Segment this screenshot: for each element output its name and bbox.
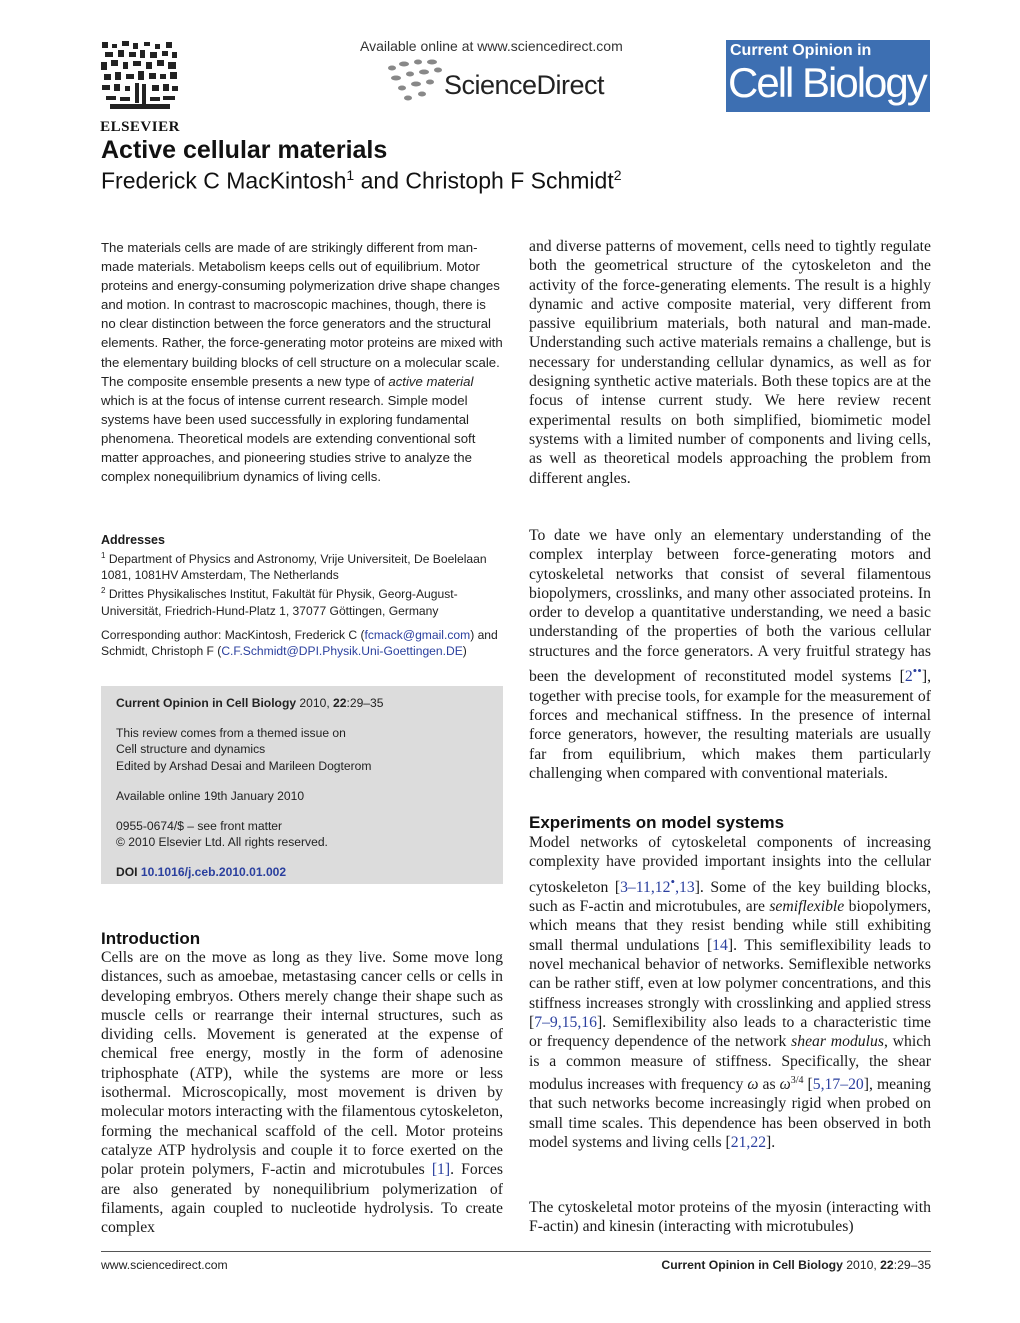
omega-symbol-2: ω [779,1076,791,1094]
p3-text-i: ]. [766,1133,776,1151]
info-citation [116,695,488,711]
info-pages: :29–35 [346,696,384,710]
footer-url[interactable]: www.sciencedirect.com [101,1258,228,1272]
journal-logo-box [726,40,930,112]
sciencedirect-wordmark: ScienceDirect [444,70,605,100]
p3-text-f: , which is a common measure of stiffness. Specifically, the shear modulus increases with frequency [529,1033,931,1094]
ref-link-5-20[interactable]: 5,17–20 [812,1076,864,1094]
addresses [101,548,506,619]
author-2-affiliation: 2 [613,167,622,183]
journal-logo-top: Current Opinion in [730,42,872,59]
info-available: Available online 19th January 2010 [116,788,305,803]
p3-italic-shear-modulus: shear modulus [791,1033,884,1051]
p2-text-a: To date we have only an elementary understanding of the complex interplay between force-generating motors and cytoskeletal networks that consist of several filamentous biopolymers, crosslinks, and many other associated proteins. In order to develop a quantitative understanding, we need a basic understanding of the properties of both the various cellular structures and the force generators. A very fruitful strategy has been the development of reconstituted model systems [ [529,527,931,686]
abstract-part-1: The materials cells are made of are strikingly different from man-made materials. Metabolism keeps cells out of equilibrium. Motor proteins and energy-consuming polymerization drive shape changes and motion. In contrast to macroscopic machines, though, there is no clear distinction between the force generators and the structural elements. Rather, the force-generating motor proteins are mixed with the elementary building blocks of cell structure on a molecular scale. The composite ensemble presents a new type of [101,240,503,389]
sciencedirect-logo[interactable] [386,58,626,104]
p3-text-c: biopolymers, which means that they resist bending while still exhibiting small thermal undulations [ [529,898,931,954]
introduction-text [101,948,503,1237]
footer-rule [101,1251,931,1252]
omega-exponent: 3/4 [790,1074,804,1086]
intro-text-1: Cells are on the move as long as they live. Some move long distances, such as amoebae, metastasing cancer cells or cells in developing embryos. Others merely change their shape such as muscle cells or rearrange their internal structures, such as dividing cells. Movement is generated at the expense of chemical free energy, mostly in the form of adenosine triphosphate (ATP), while the systems are more or less isothermal. Microscopically, most movement is driven by molecular motors interacting with the filamentous cytoskeleton, forming the mechanical scaffold of the cell. Motor proteins catalyze ATP hydrolysis and couple it to force exerted on the polar protein polymers, F-actin and microtubules [101,949,503,1179]
author-1-affiliation: 1 [346,167,355,183]
email-link-2[interactable]: C.F.Schmidt@DPI.Physik.Uni-Goettingen.DE [221,644,463,659]
info-year: 2010, [296,696,334,710]
email-link-1[interactable]: fcmack@gmail.com [364,628,471,642]
omega-symbol: ω [747,1076,759,1094]
info-themed-line-3: Edited by Arshad Desai and Marileen Dogterom [116,758,372,773]
sciencedirect-dots-icon [386,58,446,104]
p3-text-d: ]. This semiflexibility leads to novel mechanical behavior of networks. Semiflexible networks can be rather stiff, even at low polymer concentrations, and this stiffness increases strongly with crosslinking and applied stress [ [529,936,931,1031]
info-rights [116,818,488,850]
info-themed-line-1: This review comes from a themed issue on [116,726,346,741]
doi-label: DOI [116,865,141,880]
p3-text-a: Model networks of cytoskeletal components of increasing complexity have provided important insights into the cellular cytoskeleton [ [529,834,931,896]
ref-link-13[interactable]: ,13 [675,878,695,896]
corr-middle: ) and Schmidt, Christoph F ( [101,628,498,659]
info-volume: 22 [333,696,347,710]
corr-prefix: Corresponding author: MacKintosh, Frederick C ( [101,628,365,642]
right-paragraph-1: and diverse patterns of movement, cells need to tightly regulate both the geometrical structure of the cytoskeleton and the activity of the force-generating elements. The result is a highly dynamic and active composite material, very different from passive equilibrium materials, both natural and man-made. Understanding such active materials remains a challenge, but is necessary for understanding cellular dynamics, as well as for designing synthetic active materials. Both these topics are at the focus of intense current study. We here review recent experimental results on both simplified, biomimetic model systems with a limited number of components and living cells, as well as theoretical models approaching the problem from different angles. [529,238,931,487]
article-title: Active cellular materials [101,136,388,164]
experiments-heading: Experiments on model systems [529,813,785,832]
elsevier-tree-icon [100,40,180,112]
right-paragraph-2 [529,526,931,783]
right-paragraph-3 [529,833,931,1152]
author-2: Christoph F Schmidt [405,167,614,194]
p3-text-g: [ [803,1076,813,1094]
ref-link-7-16[interactable]: 7–9,15,16 [534,1013,597,1031]
info-copyright: © 2010 Elsevier Ltd. All rights reserved. [116,835,328,850]
corr-suffix: ) [462,644,467,659]
address-1 [101,548,506,583]
abstract-part-2: which is at the focus of intense current research. Simple model systems have been used successfully in exploring fundamental phenomena. Theoretical models are extending conventional soft matter approaches, and pioneering studies strive to analyze the complex nonequilibrium dynamics of living cells. [101,392,476,485]
intro-text-2: . Forces are also generated by nonequilibrium polymerization of filaments, again coupled to nucleotide hydrolysis. To create complex [101,1161,503,1237]
p2-text-b: ], together with precise tools, for example for the measurement of forces and mechanical stiffness. In the presence of internal force generators, however, the resulting materials are usually far from equilibrium, which makes them particularly challenging when compared with conventional materials. [529,668,931,782]
journal-logo-main: Cell Biology [728,59,926,106]
abstract [101,238,503,486]
publisher-name: ELSEVIER [100,119,180,135]
p3-text-h: ], meaning that such networks become increasingly rigid when probed on small time scales. This dependence has been observed in both model systems and living cells [ [529,1076,931,1151]
doi-link[interactable]: 10.1016/j.ceb.2010.01.002 [140,865,287,880]
article-authors [101,167,622,195]
ref-link-21-22[interactable]: 21,22 [730,1133,767,1151]
info-doi [116,864,488,880]
abstract-italic: active material [388,373,474,389]
ref-link-3-12[interactable]: 3–11,12 [620,878,671,896]
ref-12-annotation: • [670,873,676,889]
authors-and: and [354,167,406,194]
p3-text-b: ]. Some of the key building blocks, such as F-actin and microtubules, are [529,878,931,916]
corresponding-author [101,627,506,659]
ref-link-2[interactable]: 2 [904,668,913,686]
footer-year: 2010, [842,1258,881,1272]
address-2-sup: 2 [101,586,106,596]
ref-2-annotation: •• [912,663,922,679]
article-info-box [101,686,503,884]
author-1: Frederick C MacKintosh [101,167,347,194]
info-themed [116,725,488,774]
addresses-heading: Addresses [101,533,165,547]
available-online-text: Available online at www.sciencedirect.com [360,38,623,54]
ref-link-14[interactable]: 14 [712,936,728,954]
footer-pages: :29–35 [893,1258,931,1272]
address-2-text: Drittes Physikalisches Institut, Fakultät für Physik, Georg-August-Universität, Friedrich-Hund-Platz 1, 37077 Göttingen, Germany [101,587,458,618]
elsevier-logo [100,40,180,135]
p3-text-e: ]. Semiflexibility also leads to a characteristic time or frequency dependence of the network [529,1013,931,1051]
ref-link-1[interactable]: [1] [431,1161,451,1179]
footer-journal: Current Opinion in Cell Biology [661,1258,843,1272]
p3-as: as [758,1076,780,1094]
address-1-text: Department of Physics and Astronomy, Vrije Universiteit, De Boelelaan 1081, 1081HV Amsterdam, The Netherlands [101,552,487,583]
info-issn: 0955-0674/$ – see front matter [116,819,283,834]
info-journal: Current Opinion in Cell Biology [116,696,297,710]
p3-italic-semiflexible: semiflexible [769,898,845,916]
footer-citation [661,1258,931,1272]
right-paragraph-4: The cytoskeletal motor proteins of the myosin (interacting with F-actin) and kinesin (interacting with microtubules) [529,1199,931,1236]
footer-volume: 22 [880,1258,894,1272]
address-1-sup: 1 [101,551,106,560]
introduction-heading: Introduction [101,929,201,948]
address-2 [101,583,506,618]
info-themed-line-2: Cell structure and dynamics [116,742,266,757]
